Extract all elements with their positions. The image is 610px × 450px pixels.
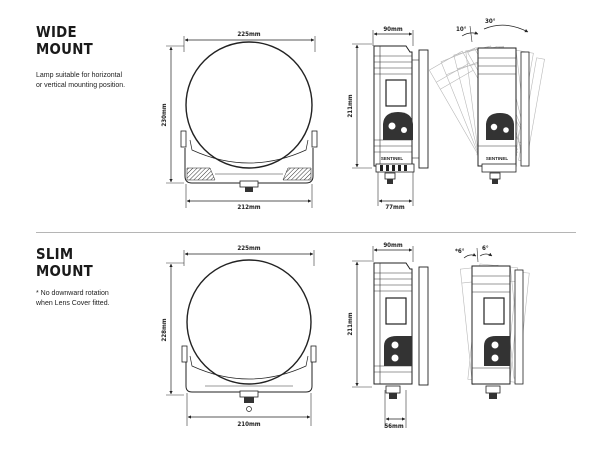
wide-front-view <box>161 31 317 211</box>
wide-note-line2: or vertical mounting position. <box>36 81 126 89</box>
wide-title-line1: WIDE <box>36 23 77 41</box>
svg-text:SENTINEL: SENTINEL <box>485 156 509 161</box>
wide-note-line1: Lamp suitable for horizontal <box>36 72 122 79</box>
slim-side-depth-label: 90mm <box>383 242 403 249</box>
slim-note-line2: when Lens Cover fitted. <box>36 299 110 307</box>
wide-side-depth-label: 90mm <box>383 26 403 33</box>
slim-base-width-label: 210mm <box>237 421 261 428</box>
slim-front-lens <box>187 260 311 384</box>
wide-side-view <box>347 26 428 211</box>
slim-top-width-label: 225mm <box>237 245 261 252</box>
slim-rotation-view <box>455 244 530 399</box>
slim-front-view <box>161 245 316 428</box>
wide-height-label: 230mm <box>161 103 168 127</box>
slim-angle-down-label: *6° <box>455 248 465 255</box>
wide-side-brand-text: SENTINEL <box>380 156 404 161</box>
slim-angle-up-label: 6° <box>482 245 489 252</box>
wide-base-width-label: 212mm <box>237 204 261 211</box>
wide-side-height-label: 211mm <box>347 94 354 118</box>
slim-title-line2: MOUNT <box>36 262 93 280</box>
slim-side-base-label: 56mm <box>384 423 404 430</box>
slim-height-label: 228mm <box>161 318 168 342</box>
wide-title-line2: MOUNT <box>36 40 93 58</box>
wide-side-base-label: 77mm <box>385 204 405 211</box>
slim-side-view <box>347 242 428 430</box>
slim-side-height-label: 211mm <box>347 312 354 336</box>
wide-top-width-label: 225mm <box>237 31 261 38</box>
slim-note-line1: * No downward rotation <box>36 290 109 297</box>
wide-rotation-view <box>429 17 545 184</box>
slim-title-line1: SLIM <box>36 245 74 263</box>
wide-angle-down-label: 10° <box>456 26 467 33</box>
wide-front-lens <box>186 42 312 168</box>
wide-angle-up-label: 30° <box>485 18 496 25</box>
